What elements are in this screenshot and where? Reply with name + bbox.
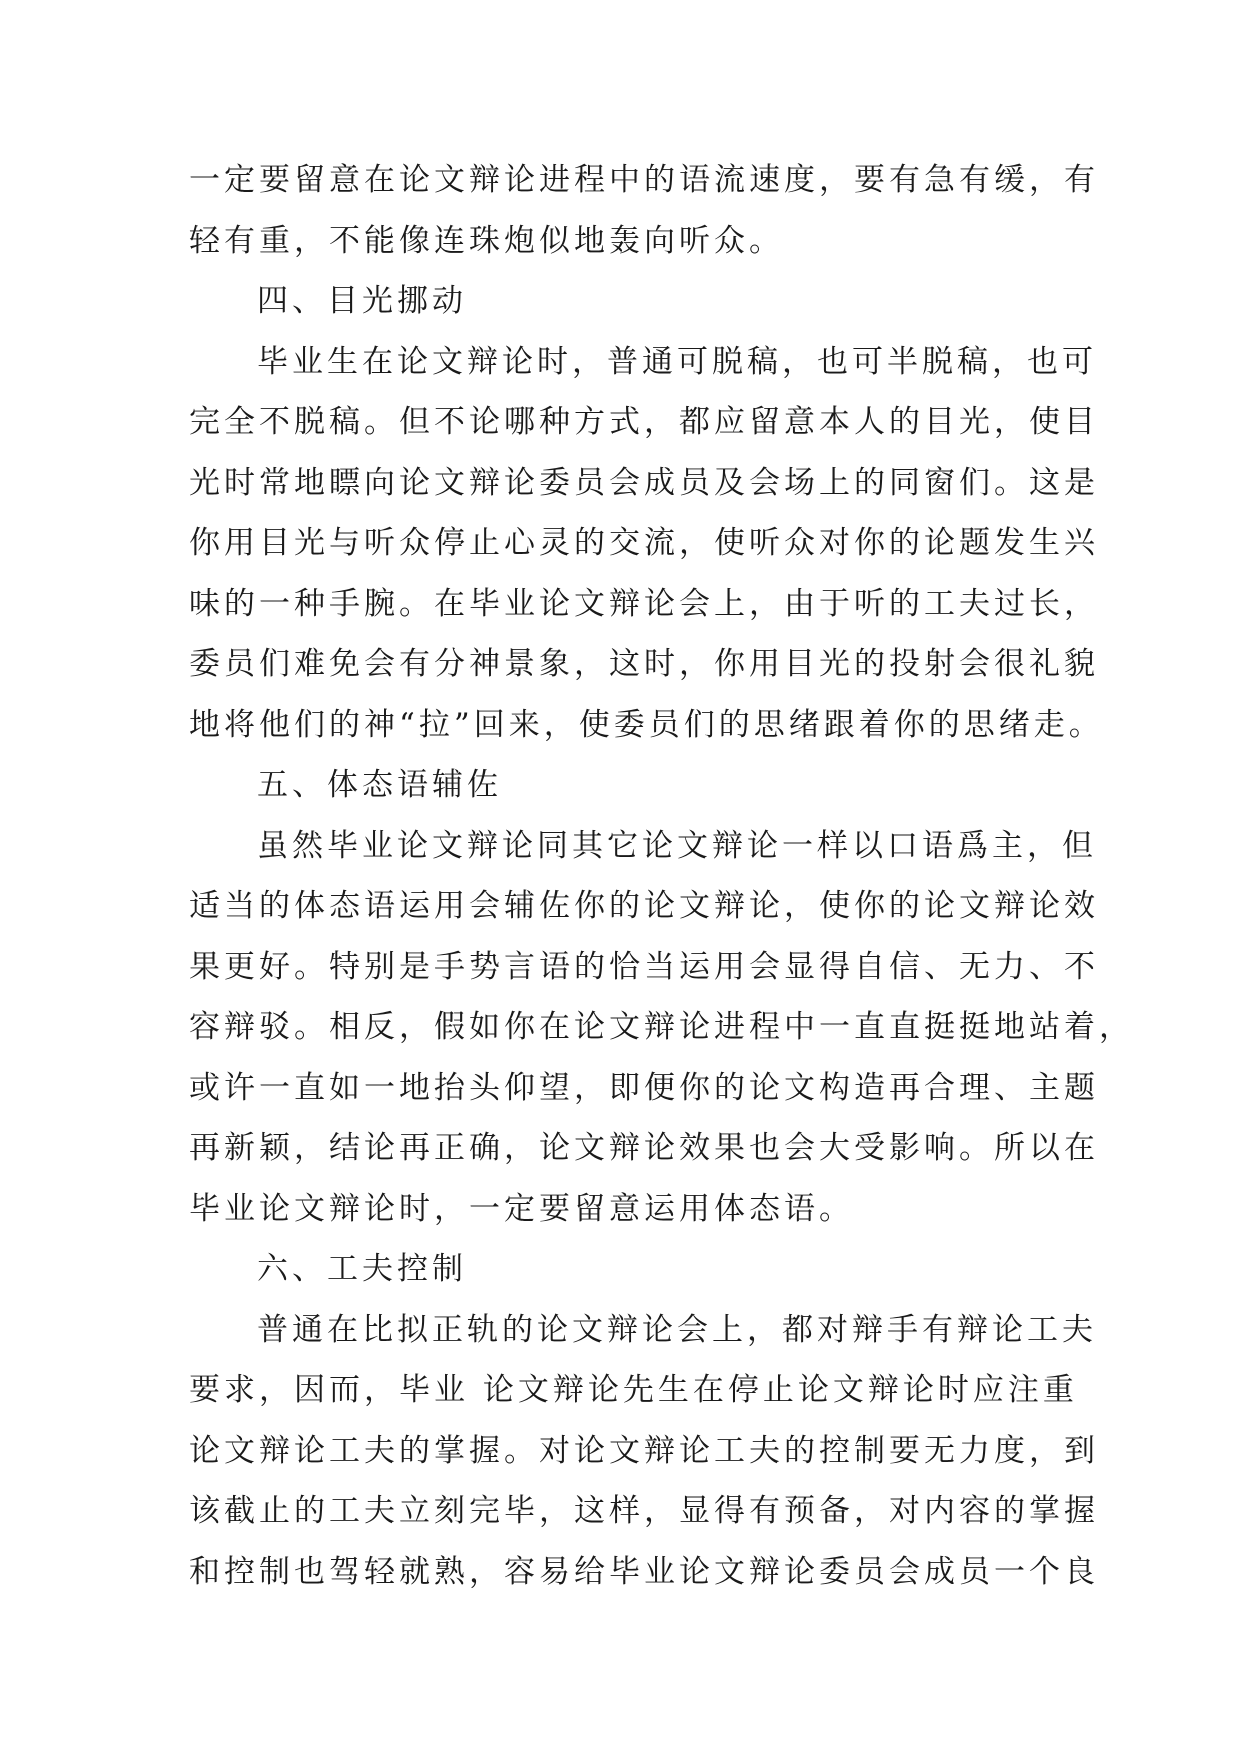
text-line: 该截止的工夫立刻完毕，这样，显得有预备，对内容的掌握 (189, 1493, 1099, 1529)
text-line: 适当的体态语运用会辅佐你的论文辩论，使你的论文辩论效 (189, 888, 1099, 924)
text-line: 论文辩论工夫的掌握。对论文辩论工夫的控制要无力度，到 (189, 1432, 1099, 1469)
text-line: 完全不脱稿。但不论哪种方式，都应留意本人的目光，使目 (189, 404, 1099, 440)
text-line: 地将他们的神“拉”回来，使委员们的思绪跟着你的思绪走。 (189, 706, 1104, 743)
text-line: 或许一直如一地抬头仰望，即便你的论文构造再合理、主题 (189, 1069, 1099, 1106)
section-heading: 六、工夫控制 (257, 1251, 467, 1287)
text-line: 一定要留意在论文辩论进程中的语流速度，要有急有缓，有 (189, 162, 1099, 198)
text-line: 和控制也驾轻就熟，容易给毕业论文辩论委员会成员一个良 (189, 1553, 1099, 1590)
text-line: 普通在比拟正轨的论文辩论会上，都对辩手有辩论工夫 (257, 1311, 1097, 1348)
text-line: 要求，因而，毕业 论文辩论先生在停止论文辩论时应注重 (189, 1372, 1078, 1408)
text-line: 你用目光与听众停止心灵的交流，使听众对你的论题发生兴 (189, 525, 1099, 561)
text-line: 轻有重，不能像连珠炮似地轰向听众。 (189, 222, 784, 259)
section-heading: 四、目光挪动 (257, 283, 467, 319)
text-line: 委员们难免会有分神景象，这时，你用目光的投射会很礼貌 (189, 646, 1099, 682)
text-line: 再新颖，结论再正确，论文辩论效果也会大受影响。所以在 (189, 1130, 1099, 1166)
section-heading: 五、体态语辅佐 (257, 767, 502, 803)
document-page (189, 150, 1134, 1602)
text-line: 毕业生在论文辩论时，普通可脱稿，也可半脱稿，也可 (257, 343, 1097, 380)
text-line: 味的一种手腕。在毕业论文辩论会上，由于听的工夫过长， (189, 585, 1099, 622)
text-line: 毕业论文辩论时，一定要留意运用体态语。 (189, 1190, 854, 1227)
text-line: 虽然毕业论文辩论同其它论文辩论一样以口语爲主，但 (257, 827, 1097, 864)
text-line: 容辩驳。相反，假如你在论文辩论进程中一直直挺挺地站着， (189, 1009, 1134, 1045)
text-line: 果更好。特别是手势言语的恰当运用会显得自信、无力、不 (189, 948, 1099, 985)
text-line: 光时常地瞟向论文辩论委员会成员及会场上的同窗们。这是 (189, 464, 1099, 501)
